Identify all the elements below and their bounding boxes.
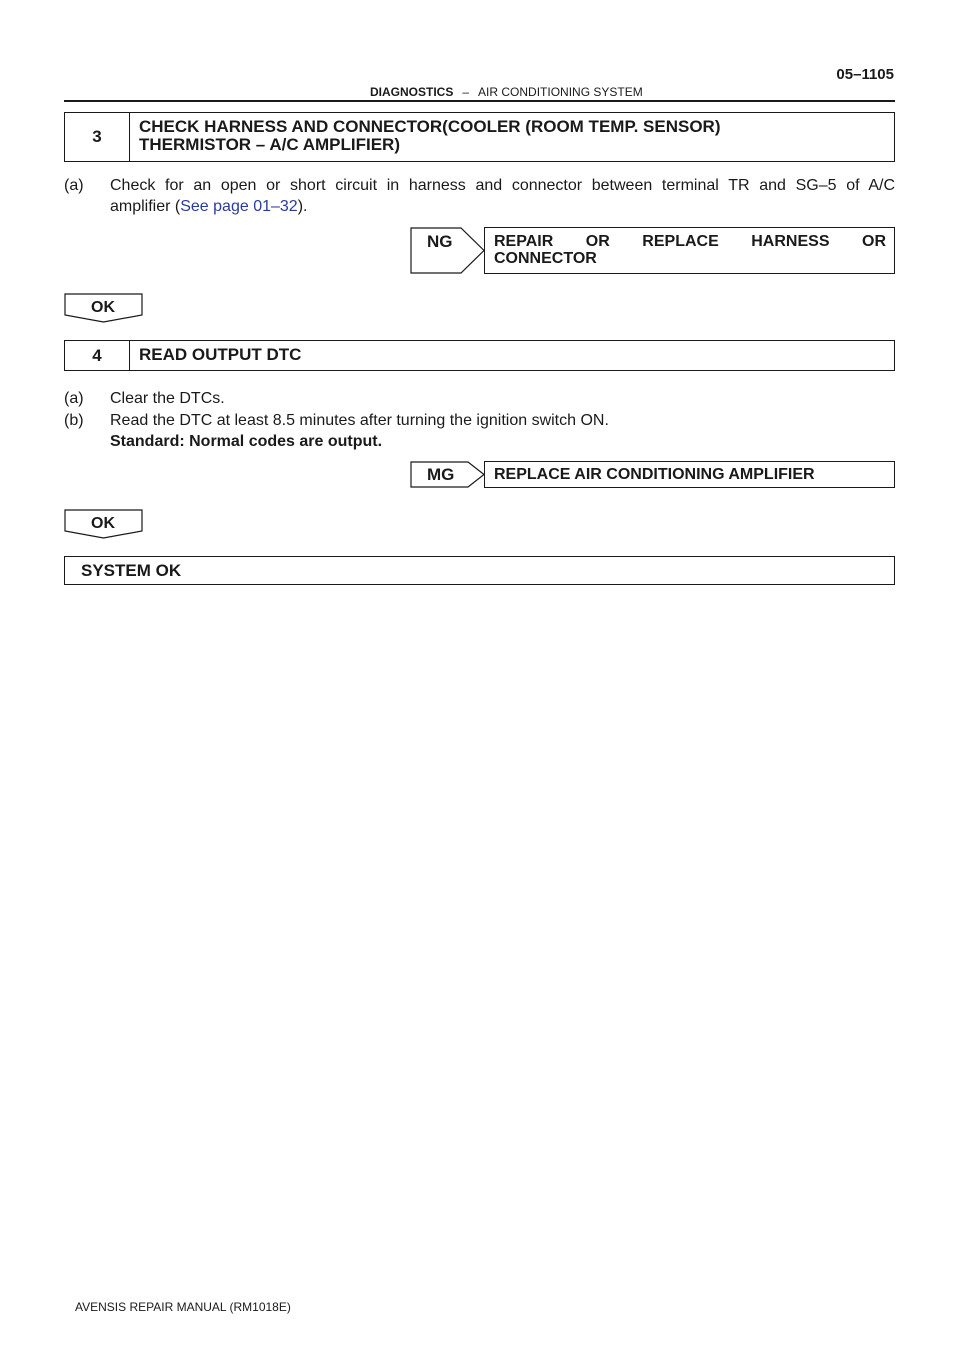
step-4-box	[64, 340, 895, 371]
header-rule	[64, 100, 895, 102]
step-4-standard: Standard: Normal codes are output.	[110, 433, 383, 450]
step-3-title-line1: CHECK HARNESS AND CONNECTOR(COOLER (ROOM TEMP. SENSOR)	[139, 117, 721, 136]
system-ok-box	[64, 556, 895, 585]
step-3-title	[139, 118, 884, 154]
footer-text: AVENSIS REPAIR MANUAL (RM1018E)	[75, 1300, 291, 1314]
step-4-ng-result-text: REPLACE AIR CONDITIONING AMPLIFIER	[494, 466, 815, 483]
step-4-item-a-text: Clear the DTCs.	[110, 390, 225, 407]
step-3-ng-result-text	[494, 233, 886, 267]
step-4-ok-tab	[64, 509, 144, 539]
step-3-item-a-post: ).	[297, 198, 308, 215]
step-4-item-b	[64, 410, 895, 454]
step-4-ng-arrow	[410, 461, 486, 488]
running-header	[370, 85, 643, 99]
step-3-item-a-label: (a)	[64, 177, 84, 194]
step-3-box	[64, 112, 895, 162]
step-4-item-b-line1: Read the DTC at least 8.5 minutes after turning the ignition switch ON.	[110, 412, 609, 429]
step-3-ng-result-line1: REPAIR OR REPLACE HARNESS OR	[494, 233, 886, 250]
step-4-title: READ OUTPUT DTC	[139, 345, 302, 364]
step-3-ng-result-line2: CONNECTOR	[494, 250, 597, 267]
step-4-item-b-text	[110, 410, 895, 452]
step-4-item-a	[64, 388, 895, 410]
step-3-ng-arrow	[410, 227, 486, 274]
step-3-number: 3	[65, 113, 130, 161]
header-subsection: AIR CONDITIONING SYSTEM	[478, 85, 643, 99]
step-3-title-line2: THERMISTOR – A/C AMPLIFIER)	[139, 135, 400, 154]
step-4-item-b-label: (b)	[64, 412, 84, 429]
step-4-ok-label: OK	[91, 515, 115, 532]
step-4-ng-label: MG	[427, 465, 455, 484]
step-3-ok-label: OK	[91, 299, 115, 316]
step-4-item-a-label: (a)	[64, 390, 84, 407]
header-section: DIAGNOSTICS	[370, 85, 454, 99]
step-3-item-a-line1: Check for an open or short circuit in harness and connector between terminal TR and SG–5 of A/C	[110, 177, 895, 194]
step-3-item-a-pre: amplifier (	[110, 198, 181, 215]
step-4-number: 4	[65, 341, 130, 370]
step-3-ng-result	[484, 227, 895, 274]
header-separator: –	[462, 85, 470, 99]
step-3-item-a-text	[110, 175, 895, 217]
see-page-link[interactable]: See page 01–32	[180, 198, 298, 215]
step-3-item-a-line2	[110, 196, 895, 217]
step-4-ng-result	[484, 461, 895, 488]
step-3-item-a	[64, 175, 895, 219]
system-ok-title: SYSTEM OK	[81, 561, 182, 580]
step-3-ng-label: NG	[427, 232, 453, 251]
page-number: 05–1105	[836, 66, 894, 83]
step-3-ok-tab	[64, 293, 144, 323]
